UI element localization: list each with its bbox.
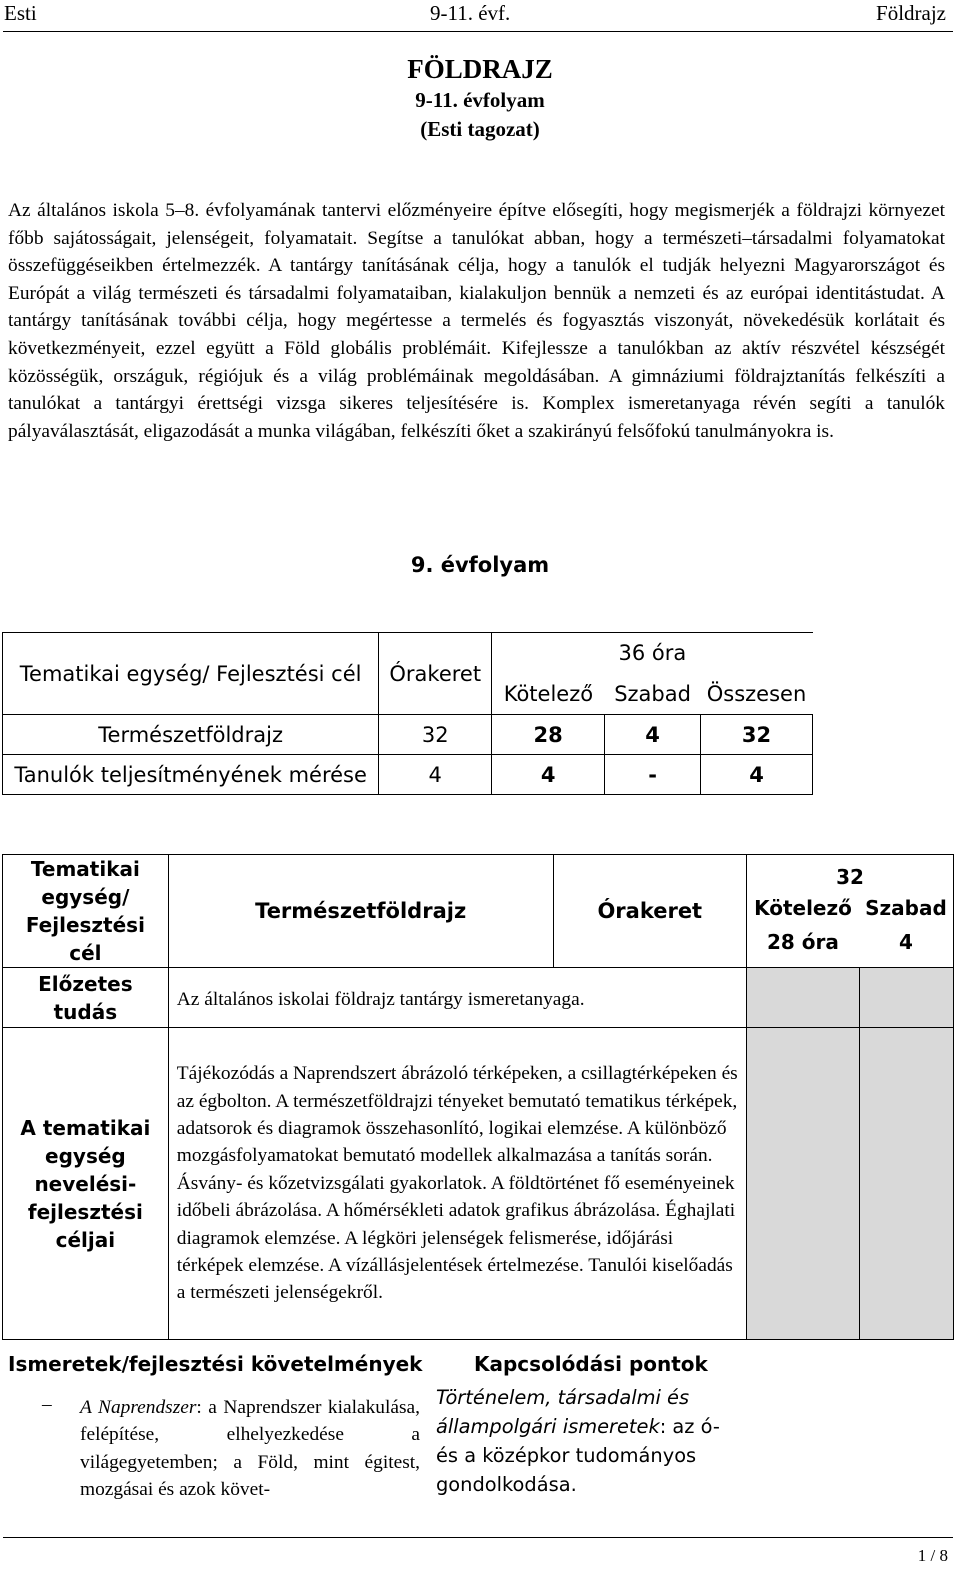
label-goals: A tematikai egység nevelési-fejlesztési céljai [3, 1028, 169, 1340]
label-prior-knowledge: Előzetes tudás [3, 968, 169, 1028]
document-title [0, 52, 960, 144]
summary-table [2, 632, 813, 795]
unit-hours-total: 32 [836, 865, 864, 889]
unit-hours-label: Órakeret [553, 855, 746, 968]
row-required: 4 [492, 755, 605, 795]
label-unit: Tematikai egység/ Fejlesztési cél [3, 855, 169, 968]
grey-cell [746, 1028, 859, 1340]
header-right: Földrajz [876, 1, 946, 25]
unit-free-label: Szabad [865, 896, 947, 920]
table-row [3, 715, 813, 755]
summary-header-hours: Órakeret [379, 633, 492, 715]
row-sum: 32 [701, 715, 813, 755]
connection-text: : az ó- és a középkor tudományos gondolkodása. [436, 1415, 720, 1496]
title-subject: FÖLDRAJZ [407, 54, 553, 84]
row-sum: 4 [701, 755, 813, 795]
table-row [3, 755, 813, 795]
row-required: 28 [492, 715, 605, 755]
intro-paragraph: Az általános iskola 5–8. évfolyamának tantervi előzményeire építve elősegíti, hogy megismerjék a földrajzi környezet főbb sajátosságait, jelenségeit, folyamatait. Segítse a tanulókat abban, hogy a természeti–társadalmi folyamatokat összefüggéseikben értelmezzék. A tantárgy tanításának célja, hogy a tanulók el tudják helyezni Magyarországot és Európát a világ természeti és társadalmi folyamataiban, kialakuljon bennük a nemzeti és az európai identitástudat. A tantárgy tanításának további célja, hogy megértesse a termelés és fogyasztás viszonyát, növekedésük korlátait és következményeit, ezzel együtt a Föld globális problémáit. Kifejlessze a tanulókban az aktív részvétel készségét közösségük, országuk, régiójuk és a világ problémáinak megoldásában. A gimnáziumi földrajztanítás felkészíti a tanulókat a tantárgyi érettségi vizsga sikeres teljesítésére is. Komplex ismeretanyaga révén segíti a tanulók pályaválasztását, eligazodását a munka világában, felkészíti őket a szakirányú felsőfokú tanulmányokra is. [8, 200, 945, 442]
unit-name: Természetföldrajz [168, 855, 553, 968]
title-grades: 9-11. évfolyam [415, 88, 545, 112]
list-dash: – [42, 1394, 52, 1415]
prior-knowledge-text: Az általános iskolai földrajz tantárgy ismeretanyaga. [168, 968, 746, 1028]
header-rule [3, 31, 953, 32]
page-number: 1 / 8 [917, 1546, 948, 1565]
header-left: Esti [4, 1, 37, 25]
requirements-heading: Ismeretek/fejlesztési követelmények [8, 1352, 423, 1376]
unit-required-label: Kötelező [754, 896, 852, 920]
unit-hours-box [746, 855, 953, 968]
requirements-block [2, 1352, 954, 1512]
grey-cell [859, 968, 954, 1028]
grey-cell [859, 1028, 954, 1340]
grey-cell [746, 968, 859, 1028]
requirement-text: : a Naprendszer kialakulása, felépítése, elhelyezkedése a világegyetemben; a Föld, mint égitest, mozgásai és azok követ- [80, 1397, 420, 1501]
unit-required-value: 28 óra [767, 930, 839, 954]
footer-rule [3, 1537, 953, 1538]
row-hours: 4 [379, 755, 492, 795]
title-track: (Esti tagozat) [420, 117, 540, 141]
requirement-term: A Naprendszer [80, 1397, 197, 1418]
connection-subject: Történelem, társadalmi és állampolgári ismeretek [436, 1386, 690, 1438]
summary-header-free: Szabad [614, 681, 691, 706]
running-header [0, 0, 960, 30]
summary-header-total: 36 óra [492, 633, 813, 674]
header-center: 9-11. évf. [430, 1, 511, 25]
row-topic: Természetföldrajz [3, 715, 379, 755]
grade-heading: 9. évfolyam [410, 553, 550, 577]
row-free: 4 [605, 715, 701, 755]
summary-header-sum: Összesen [706, 681, 807, 706]
row-free: - [605, 755, 701, 795]
unit-table [2, 854, 954, 1340]
goals-text: Tájékozódás a Naprendszert ábrázoló térképeken, a csillagtérképeken és az égbolton. A természetföldrajzi tényeket bemutató tematikus térképek, adatsorok és diagramok összehasonlító, logikai elemzése. A különböző mozgásfolyamatokat bemutató modellek alkalmazása a tanítás során. Ásvány- és kőzetvizsgálati gyakorlatok. A földtörténet fő eseményeinek időbeli ábrázolása. A hőmérsékleti adatok grafikus ábrázolása. Éghajlati diagramok elemzése. A légköri jelenségek felismerése, időjárási térképek elemzése. A vízállásjelentések értelmezése. Tanulói kiselőadás a természeti jelenségekről. [168, 1028, 746, 1340]
row-topic: Tanulók teljesítményének mérése [3, 755, 379, 795]
connections-heading: Kapcsolódási pontok [474, 1352, 708, 1376]
requirement-item [80, 1394, 420, 1504]
unit-free-value: 4 [899, 930, 913, 954]
summary-header-topic: Tematikai egység/ Fejlesztési cél [3, 633, 379, 715]
connection-item [436, 1384, 746, 1500]
row-hours: 32 [379, 715, 492, 755]
summary-header-required: Kötelező [503, 681, 594, 706]
